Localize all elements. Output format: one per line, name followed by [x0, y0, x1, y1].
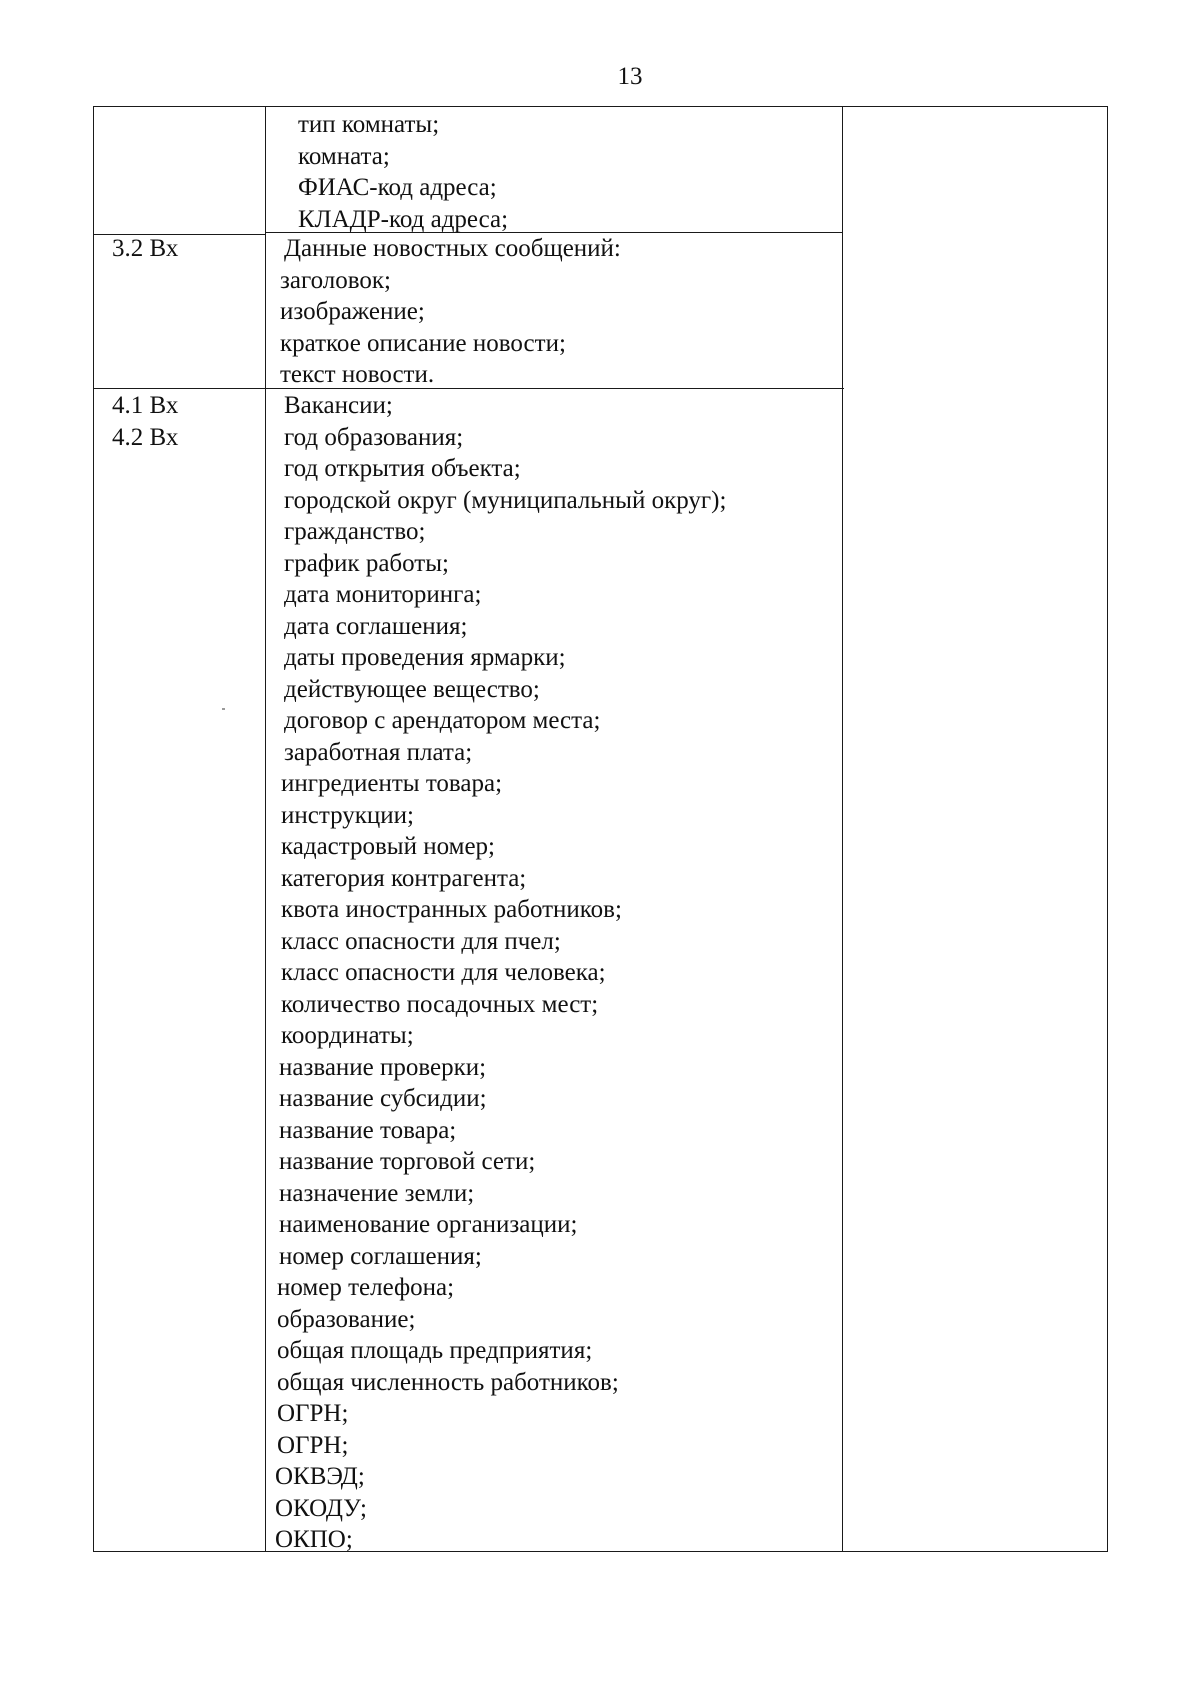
list-item: категория контрагента; [281, 864, 527, 892]
list-item: название субсидии; [279, 1085, 487, 1112]
list-item: заработная плата; [284, 738, 473, 766]
list-item: назначение земли; [279, 1179, 475, 1207]
list-item: комната; [298, 142, 390, 170]
list-item: Данные новостных сообщений: [284, 235, 621, 262]
list-item: ФИАС-код адреса; [298, 174, 497, 201]
list-item: общая численность работников; [277, 1368, 619, 1396]
list-item: название проверки; [279, 1053, 487, 1081]
list-item: даты проведения ярмарки; [284, 644, 566, 671]
list-item: название торговой сети; [279, 1148, 536, 1175]
row-1-items [298, 109, 508, 235]
list-item: Вакансии; [284, 392, 393, 419]
list-item: класс опасности для пчел; [281, 927, 561, 955]
list-item: номер телефона; [277, 1274, 455, 1301]
list-item: дата мониторинга; [284, 581, 482, 608]
row-code: 3.2 Вх [112, 235, 179, 262]
list-item: городской округ (муниципальный округ); [284, 486, 727, 514]
list-item: год образования; [284, 423, 464, 451]
list-item: заголовок; [280, 266, 391, 294]
scan-speck [222, 708, 225, 710]
list-item: текст новости. [280, 361, 435, 388]
list-item: наименование организации; [279, 1211, 578, 1238]
list-item: действующее вещество; [284, 675, 540, 703]
page-number: 13 [617, 63, 643, 90]
list-item: образование; [277, 1305, 416, 1333]
list-item: ОГРН; [277, 1400, 349, 1427]
list-item: кадастровый номер; [281, 833, 496, 860]
list-item: график работы; [284, 549, 449, 577]
list-item: название товара; [279, 1116, 457, 1144]
list-item: ОКОДУ; [275, 1494, 367, 1522]
data-table [93, 106, 1108, 1552]
list-item: гражданство; [284, 518, 426, 545]
row-3-code [112, 390, 178, 453]
list-item: квота иностранных работников; [281, 896, 622, 923]
list-item: изображение; [280, 298, 425, 325]
list-item: тип комнаты; [298, 111, 440, 138]
list-item: номер соглашения; [279, 1242, 482, 1270]
column-divider [265, 106, 266, 1552]
row-2-code [112, 233, 178, 265]
row-code: 4.2 Вх [112, 423, 179, 451]
list-item: координаты; [281, 1022, 414, 1049]
list-item: краткое описание новости; [280, 329, 566, 357]
list-item: ОКПО; [275, 1526, 353, 1553]
column-divider [842, 106, 843, 1552]
list-item: ОКВЭД; [275, 1463, 365, 1490]
row-3-items [275, 390, 727, 1556]
list-item: количество посадочных мест; [281, 990, 599, 1018]
list-item: год открытия объекта; [284, 455, 521, 482]
list-item: дата соглашения; [284, 612, 468, 640]
row-2-items [280, 233, 621, 391]
list-item: инструкции; [281, 801, 414, 829]
list-item: договор с арендатором места; [284, 707, 601, 734]
list-item: класс опасности для человека; [281, 959, 606, 986]
list-item: ингредиенты товара; [281, 770, 503, 797]
list-item: общая площадь предприятия; [277, 1337, 593, 1364]
list-item: ОГРН; [277, 1431, 349, 1459]
list-item: КЛАДР-код адреса; [298, 205, 509, 233]
row-code: 4.1 Вх [112, 392, 179, 419]
